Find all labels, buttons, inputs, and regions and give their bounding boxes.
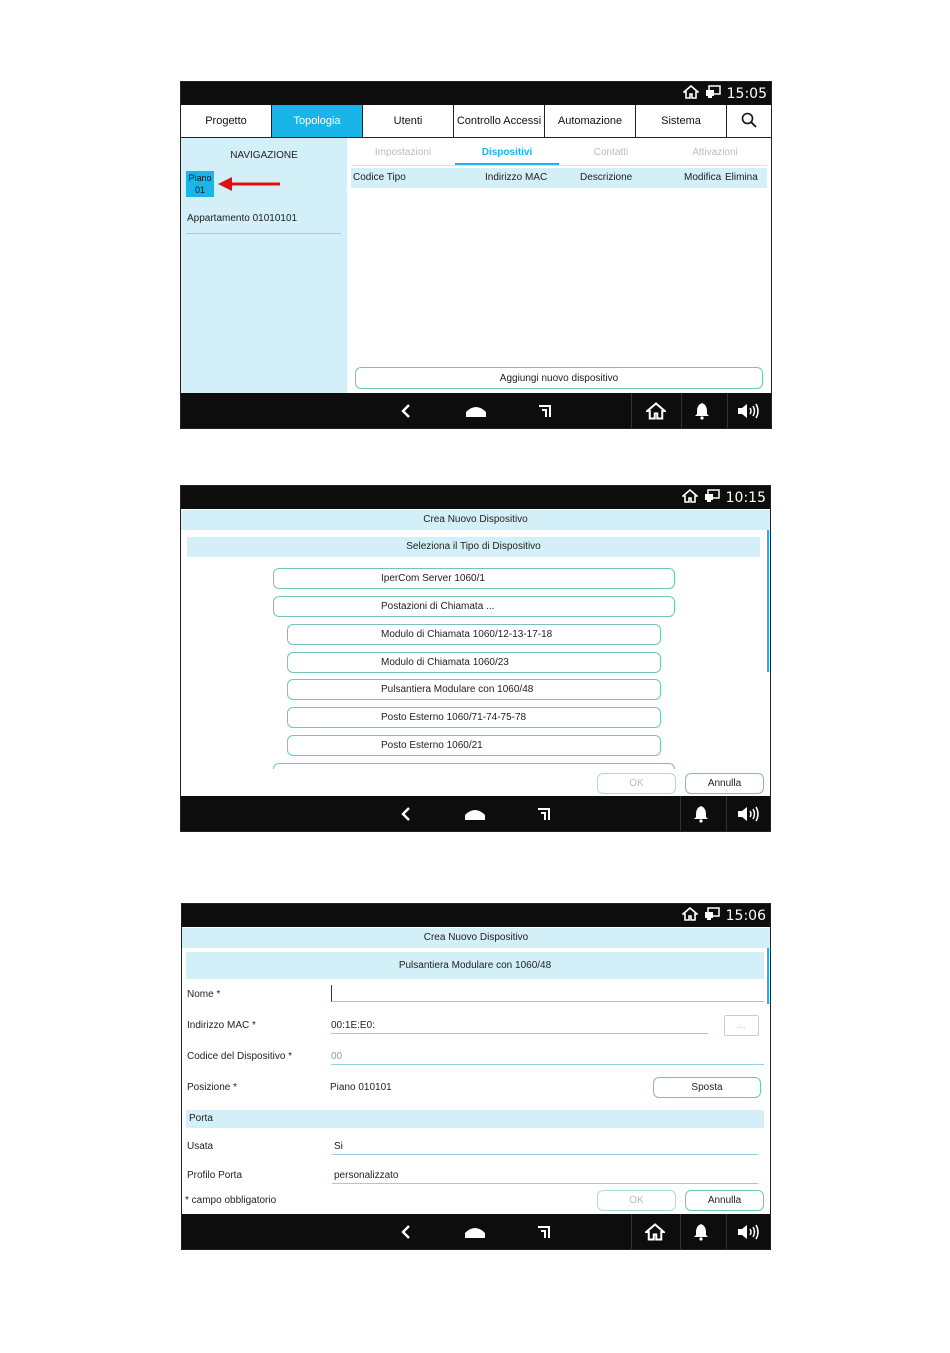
tab-sistema[interactable]: Sistema	[636, 105, 727, 137]
network-icon	[704, 907, 720, 924]
piano-label: Piano	[188, 173, 212, 183]
ok-button[interactable]: OK	[597, 773, 676, 794]
mac-underline	[331, 1033, 708, 1034]
mac-browse-button[interactable]: ...	[724, 1015, 759, 1036]
recents-icon[interactable]	[529, 1214, 559, 1249]
back-icon[interactable]	[391, 796, 421, 831]
piano-node[interactable]	[186, 171, 214, 197]
home-icon[interactable]	[641, 393, 671, 428]
posizione-value: Piano 010101	[330, 1082, 392, 1093]
codice-label: Codice del Dispositivo *	[187, 1051, 293, 1062]
search-button[interactable]	[727, 105, 771, 137]
back-icon[interactable]	[391, 393, 421, 428]
annulla-button[interactable]: Annulla	[685, 1190, 764, 1211]
ok-button[interactable]: OK	[597, 1190, 676, 1211]
dialog-subtitle: Seleziona il Tipo di Dispositivo	[187, 537, 760, 557]
search-icon	[741, 112, 757, 131]
volume-icon[interactable]	[734, 1214, 764, 1249]
col-elimina: Elimina	[725, 172, 758, 183]
tab-topologia[interactable]: Topologia	[272, 105, 363, 137]
codice-underline	[331, 1064, 764, 1065]
usata-label: Usata	[187, 1141, 214, 1152]
tab-automazione[interactable]: Automazione	[545, 105, 636, 137]
volume-icon[interactable]	[734, 796, 764, 831]
dialog-subtitle: Pulsantiera Modulare con 1060/48	[186, 952, 764, 979]
device-option[interactable]: IperCom Server 1060/1	[273, 568, 675, 589]
col-descrizione: Descrizione	[580, 172, 633, 183]
network-icon	[704, 489, 720, 506]
clock: 10:15	[725, 489, 766, 506]
dialog-title: Crea Nuovo Dispositivo	[181, 510, 770, 530]
mac-label: Indirizzo MAC *	[187, 1020, 256, 1031]
status-bar	[181, 486, 770, 509]
clock: 15:05	[726, 85, 767, 102]
device-option[interactable]: Postazioni di Chiamata ...	[273, 596, 675, 617]
tab-utenti[interactable]: Utenti	[363, 105, 454, 137]
status-bar	[182, 904, 770, 927]
appartamento-item[interactable]: Appartamento 01010101	[187, 213, 298, 224]
col-indirizzo-mac: Indirizzo MAC	[485, 172, 548, 183]
main-tabs	[181, 105, 771, 138]
sub-tabs	[351, 144, 767, 166]
screen-crea-dispositivo	[180, 485, 771, 832]
nav-bar	[182, 1214, 770, 1249]
clock: 15:06	[725, 907, 766, 924]
navigation-title: NAVIGAZIONE	[230, 150, 298, 161]
usata-value[interactable]: Si	[334, 1141, 343, 1152]
nav-bar	[181, 796, 770, 831]
col-codice-tipo: Codice Tipo	[353, 172, 406, 183]
nome-label: Nome *	[187, 989, 221, 1000]
recents-icon[interactable]	[530, 393, 560, 428]
screen-pulsantiera-form	[181, 903, 771, 1250]
navigation-panel	[181, 138, 347, 393]
status-bar	[181, 82, 771, 105]
divider	[186, 233, 341, 234]
home-icon	[682, 489, 698, 506]
profilo-porta-value[interactable]: personalizzato	[334, 1170, 399, 1181]
tab-controllo-accessi[interactable]: Controllo Accessi	[454, 105, 545, 137]
annulla-button[interactable]: Annulla	[685, 773, 764, 794]
bell-icon[interactable]	[686, 1214, 716, 1249]
add-device-button[interactable]: Aggiungi nuovo dispositivo	[355, 367, 763, 389]
bell-icon[interactable]	[687, 393, 717, 428]
dialog-title: Crea Nuovo Dispositivo	[182, 928, 770, 948]
home-icon	[683, 85, 699, 102]
mac-input[interactable]: 00:1E:E0:	[331, 1020, 375, 1031]
tab-progetto[interactable]: Progetto	[181, 105, 272, 137]
profilo-porta-label: Profilo Porta	[187, 1170, 243, 1181]
required-note: * campo obbligatorio	[185, 1195, 277, 1206]
home-launcher-icon[interactable]	[460, 796, 490, 831]
device-option[interactable]: Posto Esterno 1060/21	[287, 735, 661, 756]
nav-bar	[181, 393, 771, 428]
subtab-attivazioni[interactable]: Attivazioni	[692, 147, 738, 158]
porta-section-header: Porta	[186, 1110, 764, 1128]
subtab-impostazioni[interactable]: Impostazioni	[374, 147, 432, 158]
device-option[interactable]: Pulsantiera Modulare con 1060/48	[287, 679, 661, 700]
usata-underline	[332, 1154, 758, 1155]
volume-icon[interactable]	[734, 393, 764, 428]
device-option[interactable]: Modulo di Chiamata 1060/23	[287, 652, 661, 673]
subtab-contatti[interactable]: Contatti	[593, 147, 629, 158]
home-icon	[682, 907, 698, 924]
device-option[interactable]: Posto Esterno 1060/71-74-75-78	[287, 707, 661, 728]
bell-icon[interactable]	[686, 796, 716, 831]
posizione-label: Posizione *	[187, 1082, 238, 1093]
content-panel	[347, 138, 771, 393]
home-launcher-icon[interactable]	[460, 1214, 490, 1249]
device-option-partial	[273, 763, 675, 769]
subtab-dispositivi[interactable]: Dispositivi	[455, 144, 559, 165]
table-header	[351, 168, 767, 188]
back-icon[interactable]	[391, 1214, 421, 1249]
recents-icon[interactable]	[529, 796, 559, 831]
scrollbar[interactable]	[767, 948, 769, 1004]
red-arrow-icon	[218, 176, 282, 195]
sposta-button[interactable]: Sposta	[653, 1077, 761, 1098]
home-icon[interactable]	[640, 1214, 670, 1249]
network-icon	[705, 85, 721, 102]
device-option[interactable]: Modulo di Chiamata 1060/12-13-17-18	[287, 624, 661, 645]
codice-input[interactable]: 00	[331, 1051, 343, 1062]
profilo-underline	[332, 1183, 758, 1184]
col-modifica: Modifica	[684, 172, 722, 183]
nome-input[interactable]	[331, 985, 764, 1002]
piano-number: 01	[194, 185, 205, 195]
home-launcher-icon[interactable]	[461, 393, 491, 428]
screen-topologia	[180, 81, 772, 429]
scrollbar[interactable]	[767, 530, 769, 672]
